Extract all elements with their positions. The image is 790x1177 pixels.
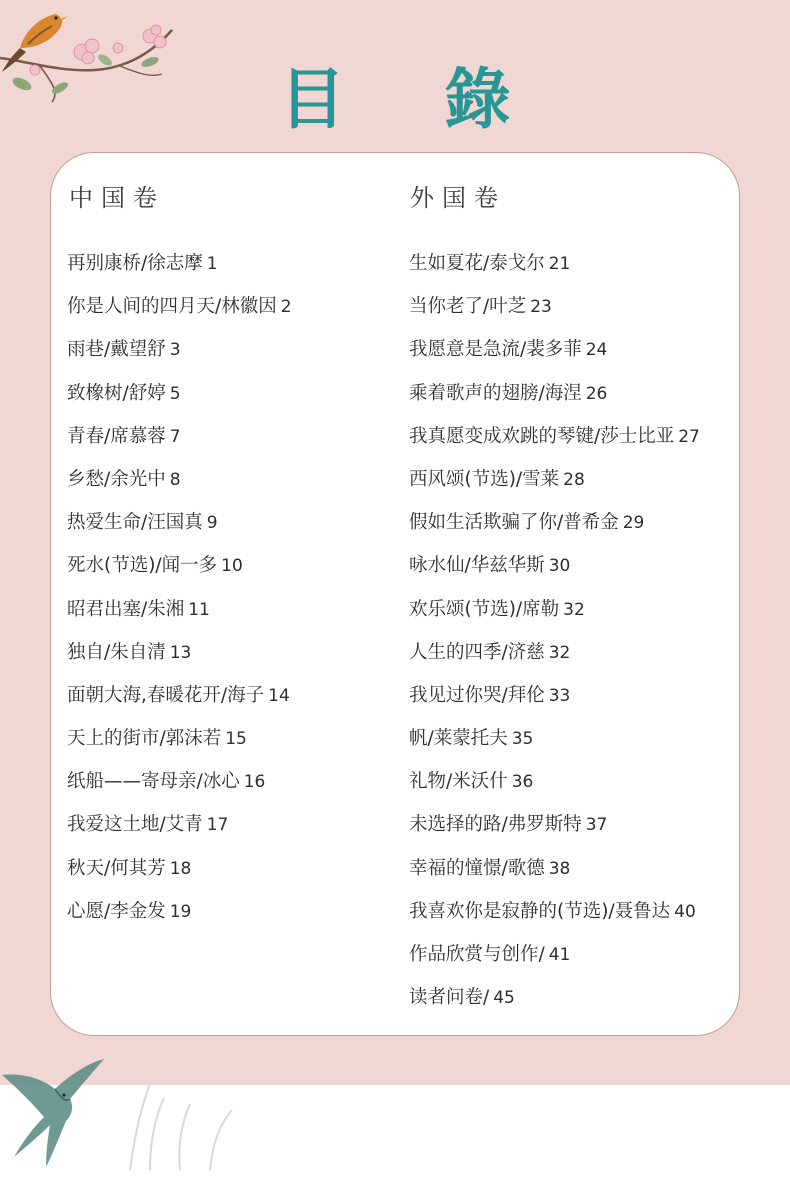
toc-entry-page-number: 13 bbox=[169, 642, 192, 663]
toc-entry-title: 独自/朱自清 bbox=[67, 641, 166, 663]
toc-entry-page-number: 24 bbox=[585, 340, 608, 361]
toc-entry-page-number: 35 bbox=[511, 729, 534, 750]
page-title: 目 錄 bbox=[279, 60, 549, 138]
china-toc-entry bbox=[67, 335, 387, 378]
toc-entry-title: 再别康桥/徐志摩 bbox=[67, 253, 203, 274]
foreign-volume-list bbox=[409, 249, 739, 1026]
toc-entry-page-number: 9 bbox=[206, 513, 218, 534]
china-toc-entry bbox=[67, 249, 387, 292]
toc-entry-page-number: 40 bbox=[674, 901, 696, 922]
toc-entry-page-number: 7 bbox=[169, 426, 181, 447]
toc-entry-title: 西风颂(节选)/雪莱 bbox=[409, 468, 560, 490]
china-toc-entry bbox=[67, 724, 387, 767]
foreign-toc-entry bbox=[409, 249, 739, 292]
foreign-toc-entry bbox=[409, 940, 739, 983]
foreign-toc-entry bbox=[409, 335, 739, 378]
toc-entry-title: 假如生活欺骗了你/普希金 bbox=[409, 512, 619, 534]
foreign-toc-entry bbox=[409, 551, 739, 594]
foreign-toc-entry bbox=[409, 724, 739, 767]
toc-entry-title: 你是人间的四月天/林徽因 bbox=[67, 296, 277, 318]
toc-entry-page-number: 11 bbox=[188, 599, 210, 620]
toc-entry-title: 天上的街市/郭沫若 bbox=[67, 728, 222, 750]
toc-entry-title: 礼物/米沃什 bbox=[409, 771, 508, 793]
china-volume-list bbox=[67, 249, 387, 940]
toc-entry-page-number: 32 bbox=[548, 642, 571, 663]
toc-entry-title: 昭君出塞/朱湘 bbox=[67, 598, 185, 620]
swallow-icon bbox=[0, 1055, 120, 1170]
china-toc-entry bbox=[67, 595, 387, 638]
toc-entry-title: 读者问卷/ bbox=[409, 987, 490, 1009]
toc-entry-title: 雨巷/戴望舒 bbox=[67, 339, 166, 361]
toc-entry-title: 欢乐颂(节选)/席勒 bbox=[409, 598, 560, 620]
toc-entry-title: 死水(节选)/闻一多 bbox=[67, 555, 218, 577]
toc-entry-page-number: 28 bbox=[563, 469, 585, 490]
toc-entry-page-number: 18 bbox=[169, 858, 192, 879]
toc-entry-page-number: 33 bbox=[548, 685, 571, 706]
toc-entry-page-number: 16 bbox=[243, 772, 266, 793]
foreign-toc-entry bbox=[409, 595, 739, 638]
foreign-toc-entry bbox=[409, 767, 739, 810]
china-toc-entry bbox=[67, 897, 387, 940]
foreign-toc-entry bbox=[409, 508, 739, 551]
toc-entry-title: 我真愿变成欢跳的琴键/莎士比亚 bbox=[409, 425, 675, 447]
toc-entry-page-number: 10 bbox=[221, 556, 243, 577]
foreign-toc-entry bbox=[409, 638, 739, 681]
toc-entry-title: 秋天/何其芳 bbox=[67, 857, 166, 879]
foreign-toc-entry bbox=[409, 292, 739, 335]
foreign-toc-entry bbox=[409, 854, 739, 897]
china-toc-entry bbox=[67, 379, 387, 422]
toc-entry-title: 我愿意是急流/裴多菲 bbox=[409, 339, 582, 361]
china-toc-entry bbox=[67, 465, 387, 508]
toc-entry-title: 作品欣赏与创作/ bbox=[409, 944, 545, 965]
foreign-toc-entry bbox=[409, 810, 739, 853]
toc-entry-title: 幸福的憧憬/歌德 bbox=[409, 857, 545, 879]
toc-entry-title: 乘着歌声的翅膀/海涅 bbox=[409, 382, 582, 404]
reeds-icon bbox=[120, 1080, 260, 1170]
china-toc-entry bbox=[67, 638, 387, 681]
china-toc-entry bbox=[67, 810, 387, 853]
toc-entry-page-number: 19 bbox=[169, 901, 192, 922]
toc-entry-page-number: 17 bbox=[206, 815, 229, 836]
toc-entry-title: 面朝大海,春暖花开/海子 bbox=[67, 684, 265, 706]
toc-entry-title: 乡愁/余光中 bbox=[67, 468, 166, 490]
toc-entry-title: 致橡树/舒婷 bbox=[67, 382, 166, 404]
china-toc-entry bbox=[67, 854, 387, 897]
toc-entry-title: 我喜欢你是寂静的(节选)/聂鲁达 bbox=[409, 900, 671, 922]
toc-entry-title: 心愿/李金发 bbox=[67, 900, 166, 922]
toc-entry-page-number: 23 bbox=[530, 297, 552, 318]
toc-entry-page-number: 1 bbox=[206, 254, 218, 274]
toc-entry-page-number: 29 bbox=[622, 513, 645, 534]
foreign-toc-entry bbox=[409, 897, 739, 940]
toc-entry-title: 未选择的路/弗罗斯特 bbox=[409, 814, 582, 836]
toc-entry-title: 咏水仙/华兹华斯 bbox=[409, 555, 545, 577]
toc-entry-title: 生如夏花/泰戈尔 bbox=[409, 253, 545, 274]
foreign-toc-entry bbox=[409, 422, 739, 465]
toc-entry-page-number: 32 bbox=[563, 599, 585, 620]
foreign-toc-entry bbox=[409, 983, 739, 1026]
china-toc-entry bbox=[67, 681, 387, 724]
toc-entry-page-number: 3 bbox=[169, 340, 181, 361]
foreign-volume-heading: 外国卷 bbox=[410, 184, 506, 212]
toc-entry-page-number: 30 bbox=[548, 556, 571, 577]
toc-entry-page-number: 21 bbox=[548, 254, 571, 274]
china-toc-entry bbox=[67, 767, 387, 810]
toc-entry-page-number: 36 bbox=[511, 772, 534, 793]
toc-entry-page-number: 15 bbox=[225, 729, 247, 750]
china-volume-heading: 中国卷 bbox=[69, 184, 165, 212]
toc-entry-title: 人生的四季/济慈 bbox=[409, 641, 545, 663]
toc-entry-page-number: 27 bbox=[678, 426, 700, 447]
foreign-toc-entry bbox=[409, 379, 739, 422]
toc-entry-page-number: 26 bbox=[585, 383, 608, 404]
toc-entry-title: 我见过你哭/拜伦 bbox=[409, 684, 545, 706]
toc-entry-title: 热爱生命/汪国真 bbox=[67, 512, 203, 534]
china-toc-entry bbox=[67, 422, 387, 465]
toc-entry-title: 帆/莱蒙托夫 bbox=[409, 728, 508, 750]
toc-entry-title: 我爱这土地/艾青 bbox=[67, 814, 203, 836]
toc-entry-page-number: 5 bbox=[169, 383, 181, 404]
toc-entry-page-number: 37 bbox=[585, 815, 608, 836]
toc-entry-page-number: 2 bbox=[280, 297, 292, 318]
foreign-toc-entry bbox=[409, 465, 739, 508]
china-toc-entry bbox=[67, 551, 387, 594]
toc-entry-title: 纸船——寄母亲/冰心 bbox=[67, 771, 240, 793]
toc-entry-page-number: 38 bbox=[548, 858, 571, 879]
china-toc-entry bbox=[67, 292, 387, 335]
toc-entry-page-number: 41 bbox=[548, 945, 571, 965]
toc-entry-page-number: 8 bbox=[169, 469, 181, 490]
toc-entry-page-number: 14 bbox=[268, 685, 290, 706]
foreign-toc-entry bbox=[409, 681, 739, 724]
toc-entry-page-number: 45 bbox=[493, 988, 515, 1009]
toc-entry-title: 青春/席慕蓉 bbox=[67, 425, 166, 447]
china-toc-entry bbox=[67, 508, 387, 551]
toc-entry-title: 当你老了/叶芝 bbox=[409, 296, 527, 318]
